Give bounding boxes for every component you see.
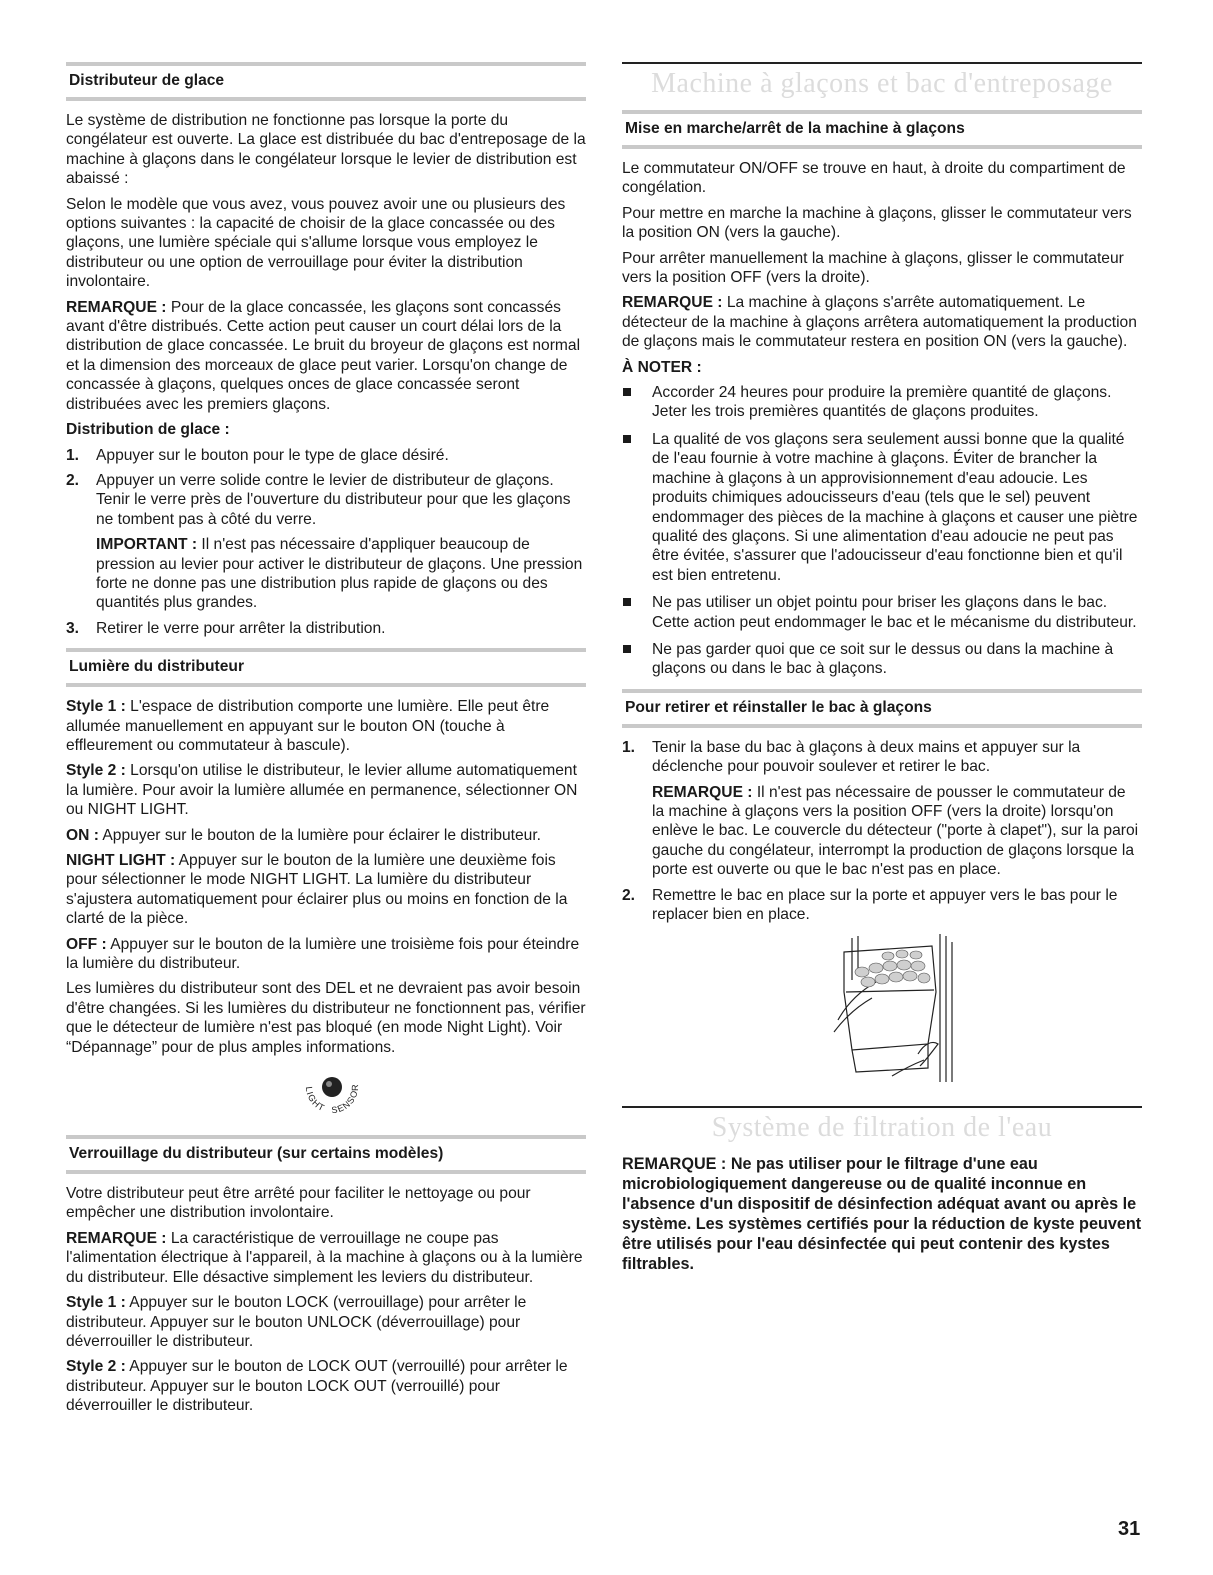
- step-text: Tenir la base du bac à glaçons à deux mains et appuyer sur la déclenche pour pouvoir soulever et retirer le bac.: [652, 738, 1081, 776]
- style1-paragraph: Style 1 : L'espace de distribution comporte une lumière. Elle peut être allumée manuellement en appuyant sur le bouton ON (touche à effleurement ou commutateur à bascule).: [66, 698, 550, 754]
- on-paragraph: ON : Appuyer sur le bouton de la lumière pour éclairer le distributeur.: [66, 826, 542, 844]
- note-paragraph: [66, 298, 586, 414]
- ice-bin-icon: [832, 932, 962, 1082]
- important-text: Il n'est pas nécessaire d'appliquer beaucoup de pression au levier pour activer le distributeur de glaçons. Une pression forte ne donne pas une distribution plus rapide de glaçons ou des quantités plus grandes.: [96, 536, 583, 612]
- section-heading-lumiere: Lumière du distributeur: [66, 648, 586, 687]
- list-item: Ne pas garder quoi que ce soit sur le dessus ou dans la machine à glaçons ou dans le bac à glaçons.: [622, 640, 1142, 679]
- left-column: [66, 62, 586, 1422]
- list-item: [66, 471, 586, 613]
- section-heading-bac: Pour retirer et réinstaller le bac à glaçons: [622, 689, 1142, 728]
- square-bullet-icon: [623, 645, 631, 653]
- step-text: Retirer le verre pour arrêter la distribution.: [96, 619, 386, 637]
- paragraph: Pour arrêter manuellement la machine à glaçons, glisser le commutateur vers la position OFF (vers la droite).: [622, 249, 1124, 287]
- important-label: IMPORTANT :: [96, 536, 198, 554]
- step-number: 1.: [66, 446, 80, 464]
- note-paragraph: REMARQUE : Il n'est pas nécessaire de pousser le commutateur de la machine à glaçons vers la position OFF (vers la droite) lorsqu'on enlève le bac. Le couvercle du détecteur ("porte à clapet"), sur la paroi gauche du congélateur, interrompt la production de glaçons lorsque la porte est ouverte ou que le bac n'est pas en place.: [652, 783, 1139, 879]
- section-heading-mise-en-marche: Mise en marche/arrêt de la machine à glaçons: [622, 110, 1142, 149]
- step-text: Remettre le bac en place sur la porte et appuyer vers le bas pour le replacer bien en place.: [652, 886, 1118, 923]
- bac-steps: [622, 738, 1142, 925]
- list-item: [66, 446, 586, 465]
- section-title-filtration: Système de filtration de l'eau: [622, 1106, 1142, 1144]
- note-paragraph: REMARQUE : La caractéristique de verrouillage ne coupe pas l'alimentation électrique à l'appareil, à la machine à glaçons ou à la lumière du distributeur. Elle désactive simplement les leviers du distributeur.: [66, 1229, 583, 1286]
- noter-list: [622, 383, 1142, 679]
- style1-paragraph: Style 1 : Appuyer sur le bouton LOCK (verrouillage) pour arrêter le distributeur. Appuyer sur le bouton UNLOCK (déverrouillage) pour déverrouiller le distributeur.: [66, 1294, 527, 1350]
- style2-paragraph: Style 2 : Lorsqu'on utilise le distributeur, le levier allume automatiquement la lumière. Pour avoir la lumière allumée en permanence, sélectionner ON ou NIGHT LIGHT.: [66, 762, 578, 819]
- noter-label: À NOTER :: [622, 358, 702, 376]
- step-text: Appuyer un verre solide contre le levier de distributeur de glaçons. Tenir le verre près de l'ouverture du distributeur pour que les glaçons ne tombent pas à côté du verre.: [96, 471, 571, 528]
- step-number: 2.: [66, 471, 80, 489]
- list-item: [622, 738, 1142, 880]
- list-item: [66, 619, 586, 638]
- del-paragraph: Les lumières du distributeur sont des DEL et ne devraient pas avoir besoin d'être changées. Si les lumières du distributeur ne fonctionnent pas, vérifier que le détecteur de lumière n'est pas bloqué (en mode Night Light). Voir “Dépannage” pour de plus amples informations.: [66, 980, 586, 1056]
- right-column: [622, 62, 1142, 1280]
- paragraph: Votre distributeur peut être arrêté pour faciliter le nettoyage ou pour empêcher une distribution involontaire.: [66, 1185, 531, 1222]
- square-bullet-icon: [623, 388, 631, 396]
- night-light-paragraph: NIGHT LIGHT : Appuyer sur le bouton de la lumière une deuxième fois pour sélectionner le mode NIGHT LIGHT. La lumière du distributeur s'ajustera automatiquement pour éclairer plus ou moins en fonction de la clarté de la pièce.: [66, 852, 568, 928]
- paragraph: Selon le modèle que vous avez, vous pouvez avoir une ou plusieurs des options suivantes : la capacité de choisir de la glace concassée ou des glaçons, une lumière spéciale qui s'allume lorsque vous employez le distributeur ou une option de verrouillage pour éviter la distribution involontaire.: [66, 195, 566, 291]
- square-bullet-icon: [623, 598, 631, 606]
- sensor-label-b: SENSOR: [330, 1083, 361, 1116]
- list-item: Ne pas utiliser un objet pointu pour briser les glaçons dans le bac. Cette action peut endommager le bac et le mécanisme du distributeur.: [622, 593, 1142, 632]
- list-item: Accorder 24 heures pour produire la première quantité de glaçons. Jeter les trois premières quantités de glaçons produites.: [622, 383, 1142, 422]
- ice-bin-illustration: [622, 932, 1142, 1082]
- paragraph: Le système de distribution ne fonctionne pas lorsque la porte du congélateur est ouverte. La glace est distribuée du bac d'entreposage de la machine à glaçons dans le congélateur lorsque le levier de distribution est abaissé :: [66, 112, 586, 188]
- step-number: 3.: [66, 619, 80, 637]
- note-label: REMARQUE :: [66, 298, 167, 316]
- distribution-label: Distribution de glace :: [66, 421, 230, 439]
- note-text: Pour de la glace concassée, les glaçons sont concassés avant d'être distribués. Cette action peut causer un court délai lors de la distribution de glace concassée. Le bruit du broyeur de glaçons est normal et la dimension des morceaux de glace peut varier. Lorsqu'on change de concassée à glaçons, quelques onces de glace concassée seront distribuées avec les premiers glaçons.: [66, 298, 581, 413]
- paragraph: Le commutateur ON/OFF se trouve en haut, à droite du compartiment de congélation.: [622, 160, 1126, 197]
- section-heading-verrouillage: Verrouillage du distributeur (sur certains modèles): [66, 1135, 586, 1174]
- list-item: [622, 886, 1142, 925]
- paragraph: Pour mettre en marche la machine à glaçons, glisser le commutateur vers la position ON (vers la gauche).: [622, 204, 1132, 242]
- step-number: 2.: [622, 886, 636, 904]
- light-sensor-icon: [292, 1067, 372, 1125]
- light-sensor-figure: [66, 1067, 586, 1125]
- square-bullet-icon: [623, 435, 631, 443]
- section-heading-distributeur-glace: Distributeur de glace: [66, 62, 586, 101]
- note-paragraph: REMARQUE : La machine à glaçons s'arrête automatiquement. Le détecteur de la machine à glaçons arrêtera automatiquement la production de glaçons mais le commutateur restera en position ON (vers la gauche).: [622, 294, 1137, 351]
- off-paragraph: OFF : Appuyer sur le bouton de la lumière une troisième fois pour éteindre la lumière du distributeur.: [66, 935, 580, 973]
- step-text: Appuyer sur le bouton pour le type de glace désiré.: [96, 446, 449, 464]
- list-item: La qualité de vos glaçons sera seulement aussi bonne que la qualité de l'eau fournie à votre machine à glaçons. Éviter de brancher la machine à glaçons à un approvisionnement d'eau adoucie. Les produits chimiques adoucisseurs d'eau (tels que le sel) peuvent endommager des pièces de la machine à glaçons et causer une piètre qualité des glaçons. Si une alimentation d'eau adoucie ne peut pas être évitée, s'assurer que l'adoucisseur d'eau fonctionne bien et qu'il est bien entretenu.: [622, 430, 1142, 585]
- section-title-machine: Machine à glaçons et bac d'entreposage: [622, 62, 1142, 100]
- step-number: 1.: [622, 738, 636, 756]
- filtration-note: REMARQUE : Ne pas utiliser pour le filtrage d'une eau microbiologiquement dangereuse ou de qualité inconnue en l'absence d'un dispositif de désinfection adéquat avant ou après le système. Les systèmes certifiés pour la réduction de kyste peuvent être utilisés pour l'eau désinfectée qui peut contenir des kystes filtrables.: [622, 1155, 1142, 1274]
- sensor-label-a: LIGHT: [303, 1086, 327, 1114]
- important-paragraph: [96, 535, 586, 613]
- page-number: 31: [1118, 1518, 1141, 1540]
- distribution-steps: [66, 446, 586, 639]
- style2-paragraph: Style 2 : Appuyer sur le bouton de LOCK OUT (verrouillé) pour arrêter le distributeur. Appuyer sur le bouton LOCK OUT (verrouillé) pour déverrouiller le distributeur.: [66, 1358, 568, 1415]
